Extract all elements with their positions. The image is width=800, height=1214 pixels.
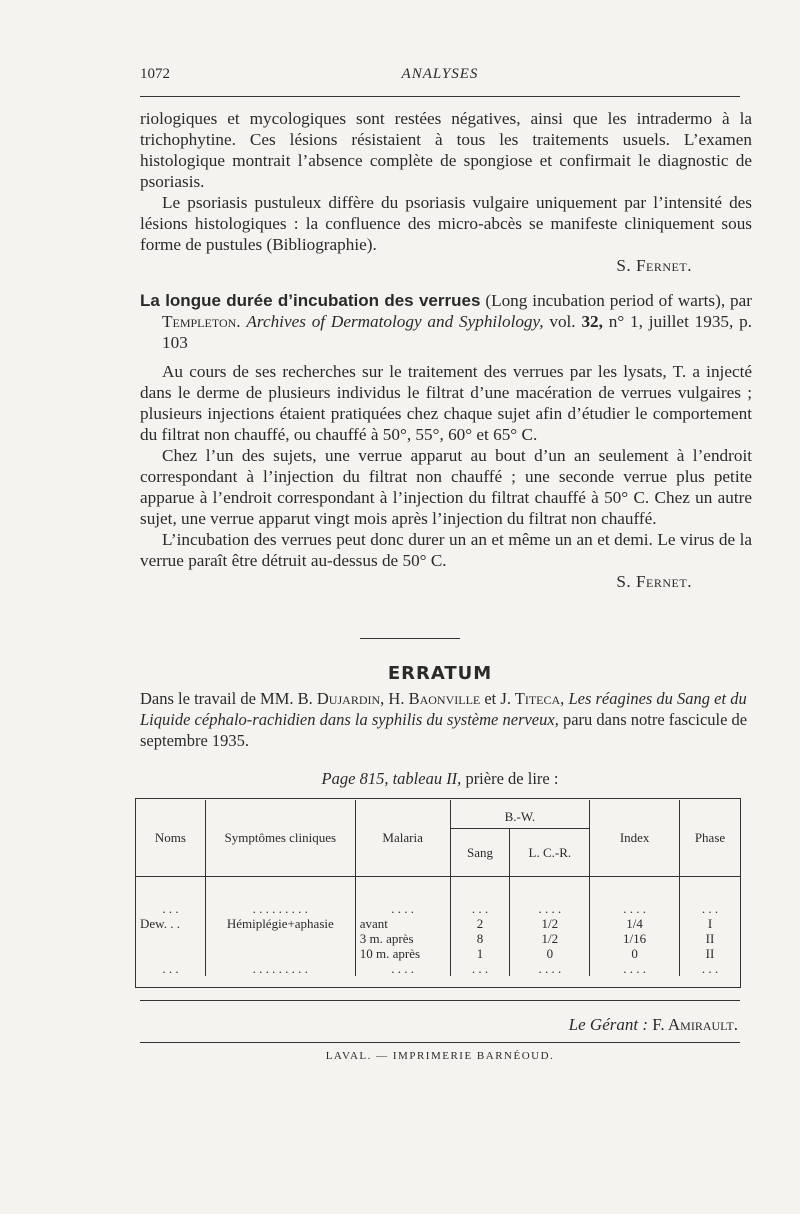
- table-cell: . . .: [680, 961, 741, 976]
- erratum-table: [135, 800, 741, 976]
- issue-line: n° 1, juillet 1935, p. 103: [162, 312, 753, 352]
- volume: 32,: [581, 312, 603, 331]
- table-cell: 1/2: [510, 916, 590, 931]
- table-cell: Dew. . .: [136, 916, 206, 931]
- table-cell: [205, 931, 355, 946]
- table-row: [136, 946, 741, 961]
- signature: S. Fernet.: [616, 256, 692, 275]
- author: H. Baonville: [388, 689, 481, 708]
- paragraph: riologiques et mycologiques sont restées négatives, ainsi que les intradermo à la trichophytine. Ces lésions résistaient à tous les traitements usuels. L’examen histologique montrait l’absence complète de spongiose et confirmait le diagnostic de psoriasis.: [140, 109, 752, 191]
- journal-name: Archives of Dermatology and Syphilology,: [246, 312, 544, 331]
- vol-label: vol.: [549, 312, 576, 331]
- table-cell: II: [680, 946, 741, 961]
- table-cell: [205, 946, 355, 961]
- gerant-label: Le Gérant :: [568, 1015, 648, 1034]
- erratum-lead: Dans le travail de MM.: [140, 689, 294, 708]
- col-header-malaria: Malaria: [355, 800, 450, 876]
- table-row: [136, 931, 741, 946]
- erratum-tail: paru dans notre fascicule de septembre 1935.: [140, 710, 748, 750]
- table-cell: . . . . . . . . .: [205, 961, 355, 976]
- table-cell: II: [680, 931, 741, 946]
- col-header-noms: Noms: [136, 800, 206, 876]
- table-cell: I: [680, 916, 741, 931]
- table-row: [136, 916, 741, 931]
- erratum-text: [140, 688, 756, 751]
- paragraph: Le psoriasis pustuleux diffère du psoriasis vulgaire uniquement par l’intensité des lésions histologiques : la confluence des micro-abcès se manifeste cliniquement sous forme de pustules (Bibliographie).: [140, 193, 752, 254]
- table-cell: 10 m. après: [355, 946, 450, 961]
- table-cell: 1/16: [590, 931, 680, 946]
- table-cell: [136, 946, 206, 961]
- imprint: LAVAL. — IMPRIMERIE BARNÉOUD.: [325, 1050, 555, 1062]
- table-cell: 1/2: [510, 931, 590, 946]
- article-verrues: [140, 290, 752, 592]
- paragraph: Au cours de ses recherches sur le traitement des verrues par les lysats, T. a injecté dans le derme de plusieurs individus le filtrat d’une macération de verrues vulgaires ; plusieurs injections étaient pratiquées chez chaque sujet afin d’étudier le comportement du filtrat non chauffé, ou chauffé à 50°, 55°, 60° et 65° C.: [140, 362, 752, 444]
- running-header: [140, 66, 740, 86]
- article-heading: [140, 290, 752, 353]
- table-cell: 3 m. après: [355, 931, 450, 946]
- article-author: Templeton.: [162, 312, 241, 331]
- gerant-name: F. Amirault.: [652, 1015, 738, 1034]
- table-cell: 1/4: [590, 916, 680, 931]
- footer-rule-2: [140, 1042, 740, 1043]
- page-note-ref: Page 815, tableau II,: [321, 769, 462, 788]
- table-cell: avant: [355, 916, 450, 931]
- col-header-phase: Phase: [680, 800, 741, 876]
- author: B. Dujardin,: [297, 689, 385, 708]
- article-title: La longue durée d’incubation des verrues: [140, 291, 481, 310]
- table-cell: . . .: [450, 961, 510, 976]
- page-note: [140, 769, 740, 789]
- footer-rule: [140, 1000, 740, 1001]
- erratum-heading: ERRATUM: [387, 663, 493, 684]
- table-cell: . . .: [450, 876, 510, 916]
- table-row: [136, 876, 741, 916]
- work-title: Les réagines du Sang et du Liquide céphalo-rachidien dans la syphilis du système nerveux,: [140, 689, 747, 729]
- table-cell: 1: [450, 946, 510, 961]
- title-english: (Long incubation period of warts), par: [485, 291, 752, 310]
- header-rule: [140, 96, 740, 97]
- section-divider: [360, 638, 460, 639]
- table-cell: . . . .: [510, 961, 590, 976]
- conjunction: et: [484, 689, 497, 708]
- table-cell: 8: [450, 931, 510, 946]
- signature: S. Fernet.: [616, 572, 692, 591]
- erratum-paragraph: [140, 688, 756, 751]
- table-cell: . . . .: [510, 876, 590, 916]
- col-header-bw: B.-W.: [450, 800, 590, 828]
- paragraph: L’incubation des verrues peut donc durer un an et même un an et demi. Le virus de la verrue paraît être détruit au-dessus de 50° C.: [140, 530, 752, 570]
- table-cell: . . . .: [355, 876, 450, 916]
- table-cell: . . .: [136, 876, 206, 916]
- page-number: 1072: [140, 66, 170, 82]
- table-cell: . . .: [136, 961, 206, 976]
- table-row: [136, 961, 741, 976]
- author: J. Titeca,: [500, 689, 565, 708]
- table-cell: 0: [510, 946, 590, 961]
- col-header-index: Index: [590, 800, 680, 876]
- paragraph: Chez l’un des sujets, une verrue apparut au bout d’un an seulement à l’endroit correspondant à l’injection du filtrat non chauffé ; une seconde verrue plus petite apparue à l’endroit correspondant à l’injection du filtrat chauffé à 50° C. Chez un autre sujet, une verrue apparut vingt mois après l’injection du filtrat non chauffé.: [140, 446, 752, 528]
- table-cell: . . . .: [590, 876, 680, 916]
- table-cell: 0: [590, 946, 680, 961]
- table-cell: . . .: [680, 876, 741, 916]
- table-cell: Hémiplégie+aphasie: [205, 916, 355, 931]
- table-cell: . . . .: [355, 961, 450, 976]
- running-title: ANALYSES: [401, 66, 479, 82]
- article-psoriasis: [140, 108, 752, 276]
- gerant-line: [140, 1015, 738, 1035]
- table-cell: 2: [450, 916, 510, 931]
- col-header-lcr: L. C.-R.: [510, 828, 590, 876]
- col-header-symptomes: Symptômes cliniques: [205, 800, 355, 876]
- page-note-rest: prière de lire :: [465, 769, 559, 788]
- col-header-sang: Sang: [450, 828, 510, 876]
- table-cell: . . . . . . . . .: [205, 876, 355, 916]
- table-cell: . . . .: [590, 961, 680, 976]
- table-cell: [136, 931, 206, 946]
